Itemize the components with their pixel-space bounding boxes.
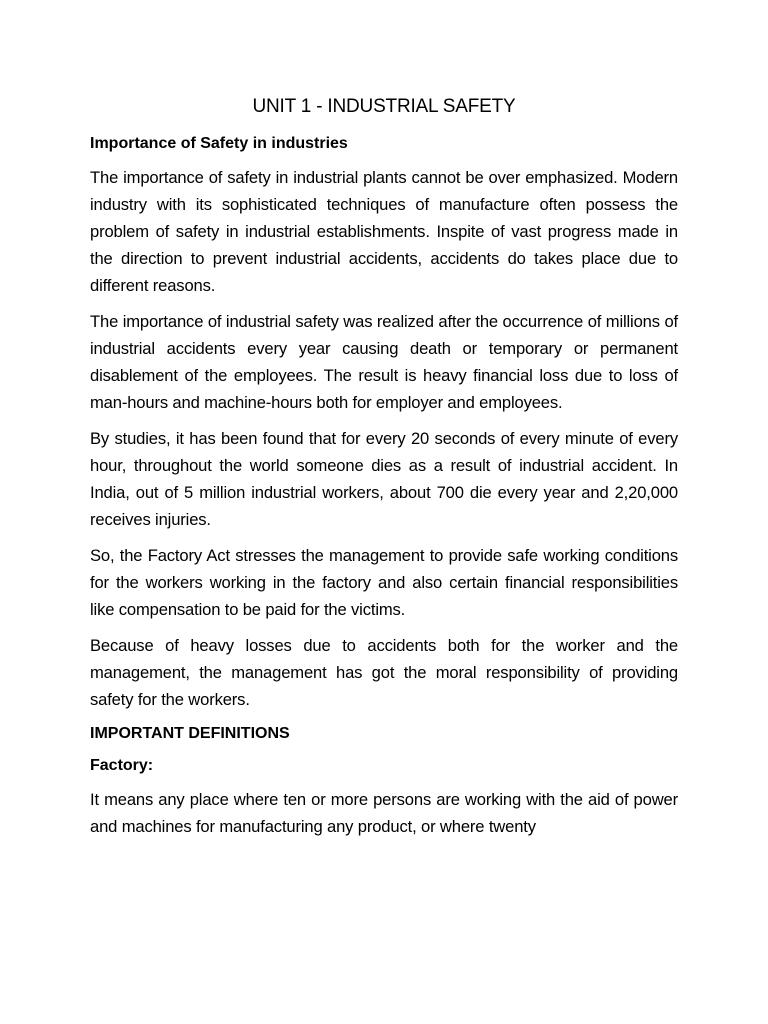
document-page — [90, 94, 678, 849]
section-heading-importance: Importance of Safety in industries — [90, 135, 348, 152]
factory-heading: Factory: — [90, 757, 154, 774]
document-title: UNIT 1 - INDUSTRIAL SAFETY — [252, 96, 516, 117]
paragraph-factory-act: So, the Factory Act stresses the management to provide safe working conditions for the workers working in the factory and also certain financial responsibilities like compensation to be paid for the victims. — [90, 546, 678, 619]
paragraph-realization: The importance of industrial safety was realized after the occurrence of millions of industrial accidents every year causing death or temporary or permanent disablement of the employees. The result is heavy financial loss due to loss of man-hours and machine-hours both for employer and employees. — [90, 312, 678, 412]
paragraph-statistics: By studies, it has been found that for every 20 seconds of every minute of every hour, throughout the world someone dies as a result of industrial accident. In India, out of 5 million industrial workers, about 700 die every year and 2,20,000 receives injuries. — [90, 429, 678, 529]
paragraph-importance: The importance of safety in industrial plants cannot be over emphasized. Modern industry with its sophisticated techniques of manufacture often possess the problem of safety in industrial establishments. Inspite of vast progress made in the direction to prevent industrial accidents, accidents do takes place due to different reasons. — [90, 168, 678, 295]
paragraph-moral-responsibility: Because of heavy losses due to accidents both for the worker and the management, the management has got the moral responsibility of providing safety for the workers. — [90, 636, 678, 709]
paragraph-factory-definition: It means any place where ten or more persons are working with the aid of power and machines for manufacturing any product, or where twenty — [90, 790, 678, 836]
definitions-heading: IMPORTANT DEFINITIONS — [90, 725, 290, 742]
